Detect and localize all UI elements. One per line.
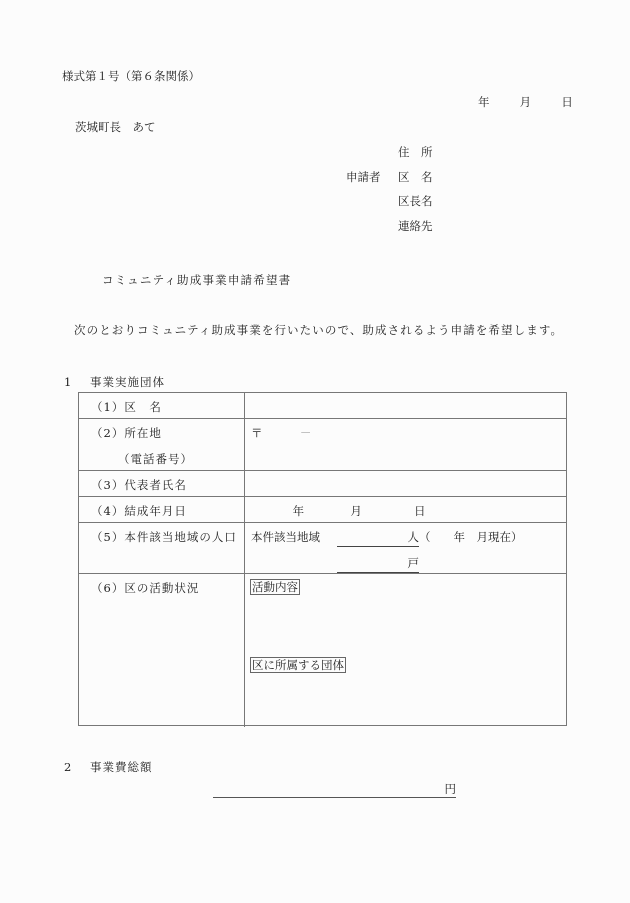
applicant-contact-label: 連絡先 <box>398 218 433 233</box>
population-field <box>245 523 566 573</box>
row-label <box>79 419 245 470</box>
row-label: （1）区 名 <box>79 393 245 418</box>
date-month: 月 <box>519 95 532 109</box>
addressee: 茨城町長 あて <box>75 120 156 134</box>
applicant-address-label: 住 所 <box>398 145 433 159</box>
section1-heading <box>64 374 165 390</box>
location-label: （2）所在地 <box>91 426 162 440</box>
section1-number: 1 <box>64 375 72 389</box>
phone-label: （電話番号） <box>118 452 193 466</box>
households-input[interactable]: 戸 <box>337 555 419 573</box>
section2-number: 2 <box>64 760 72 774</box>
form-number: 様式第１号（第６条関係） <box>62 69 200 83</box>
date-day: 日 <box>561 95 573 109</box>
applicant-block <box>346 145 458 243</box>
postal-dash: － <box>299 426 312 440</box>
representative-field[interactable] <box>245 471 566 496</box>
district-name-field[interactable] <box>245 393 566 418</box>
row-label: （3）代表者氏名 <box>79 471 245 496</box>
table-row-activities <box>79 574 566 727</box>
intro-text: 次のとおりコミュニティ助成事業を行いたいので、助成されるよう申請を希望します。 <box>74 323 564 337</box>
founded-year: 年 <box>292 504 305 518</box>
applicant-label: 申請者 <box>346 169 381 184</box>
date-year: 年 <box>478 95 490 109</box>
table-row-population <box>79 523 566 574</box>
table-row-location <box>79 419 566 471</box>
document-title: コミュニティ助成事業申請希望書 <box>102 273 292 287</box>
founded-month: 月 <box>350 504 362 518</box>
table-row-founded-date <box>79 497 566 523</box>
yen-unit: 円 <box>444 782 456 796</box>
section2-heading <box>64 759 153 775</box>
row-label: （5）本件該当地域の人口 <box>79 523 245 573</box>
activities-field[interactable] <box>245 574 566 727</box>
section1-title: 事業実施団体 <box>90 375 165 389</box>
applicant-district-label: 区 名 <box>398 169 433 184</box>
total-cost-field[interactable] <box>213 781 456 798</box>
people-input[interactable]: 人 <box>337 529 419 547</box>
affiliated-groups-label: 区に所属する団体 <box>252 658 344 672</box>
founded-date-field[interactable] <box>245 497 566 522</box>
postal-mark: 〒 <box>251 426 263 440</box>
activity-content-label: 活動内容 <box>252 580 298 594</box>
section2-title: 事業費総額 <box>90 760 153 774</box>
area-label: 本件該当地域 <box>251 530 320 544</box>
table-row-district-name <box>79 393 566 419</box>
location-field[interactable] <box>245 419 566 470</box>
row-label: （4）結成年月日 <box>79 497 245 522</box>
row-label: （6）区の活動状況 <box>79 574 245 727</box>
organization-table <box>78 392 567 726</box>
date-line <box>478 94 573 110</box>
applicant-chief-label: 区長名 <box>398 194 433 208</box>
as-of-date: （ 年 月現在） <box>419 530 523 544</box>
founded-day: 日 <box>413 504 426 518</box>
table-row-representative <box>79 471 566 497</box>
